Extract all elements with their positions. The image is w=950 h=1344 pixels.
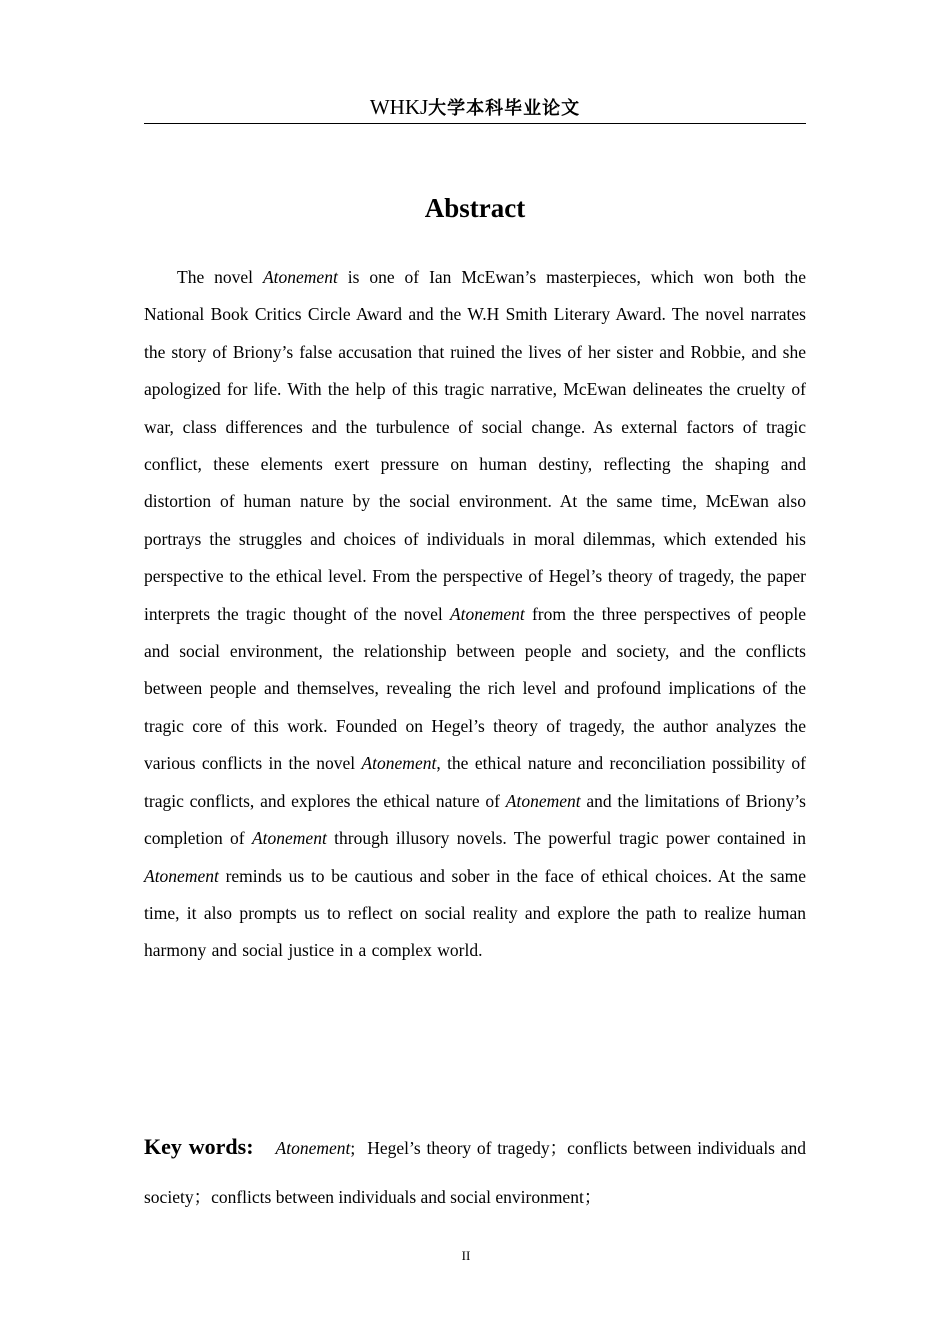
abstract-segment-italic: Atonement <box>505 790 581 811</box>
page-number: II <box>461 1248 471 1263</box>
abstract-segment-italic: Atonement <box>262 267 338 287</box>
keyword-separator: ; <box>350 1138 356 1158</box>
abstract-segment: The novel <box>177 267 263 287</box>
abstract-segment: is one of Ian McEwan’s masterpieces, which won both the National Book Critics Circle Award and the W.H Smith Literary Award. The novel narrates the story of Briony’s false accusation that ruined the lives of her sister and Robbie, and she apologized for life. With the help of this tragic narrative, McEwan delineates the cruelty of war, class differences and the turbulence of social change. As external factors of tragic conflict, these elements exert pressure on human destiny, reflecting the shaping and distortion of human nature by the social environment. At the same time, McEwan also portrays the struggles and choices of individuals in moral dilemmas, which extended his perspective to the ethical level. From the perspective of Hegel’s theory of tragedy, the paper interprets the tragic thought of the novel <box>144 267 806 624</box>
abstract-segment: reminds us to be cautious and sober in the face of ethical choices. At the same time, it also prompts us to reflect on social reality and explore the path to realize human harmony and social justice in a complex world. <box>144 865 806 961</box>
abstract-segment-italic: Atonement <box>251 828 327 849</box>
abstract-segment: , the ethical nature and reconciliation possibility of tragic conflicts, and explores the ethical nature of <box>144 753 806 811</box>
abstract-paragraph <box>144 259 806 970</box>
running-header <box>144 92 806 124</box>
abstract-segment: from the three perspectives of people and social environment, the relationship between people and society, and the conflicts between people and themselves, revealing the rich level and profound implications of the tragic core of this work. Founded on Hegel’s theory of tragedy, the author analyzes the various conflicts in the novel <box>144 603 806 774</box>
keyword-first-item: Atonement <box>275 1138 351 1158</box>
keywords-rest: Hegel’s theory of tragedy；conflicts between individuals and society；conflicts between individuals and social environment； <box>144 1138 807 1207</box>
keywords-label: Key words: <box>144 1134 254 1159</box>
abstract-segment: and the limitations of Briony’s completion of <box>144 790 806 849</box>
page-title: Abstract <box>424 193 526 223</box>
header-latin-text: WHKJ <box>369 95 429 119</box>
abstract-segment-italic: Atonement <box>449 603 525 624</box>
abstract-segment-italic: Atonement <box>361 753 437 774</box>
keywords-paragraph <box>144 1122 806 1222</box>
header-cjk-text: 大学本科毕业论文 <box>428 98 581 119</box>
abstract-segment: through illusory novels. The powerful tragic power contained in <box>326 828 807 849</box>
abstract-segment-italic: Atonement <box>144 865 219 886</box>
